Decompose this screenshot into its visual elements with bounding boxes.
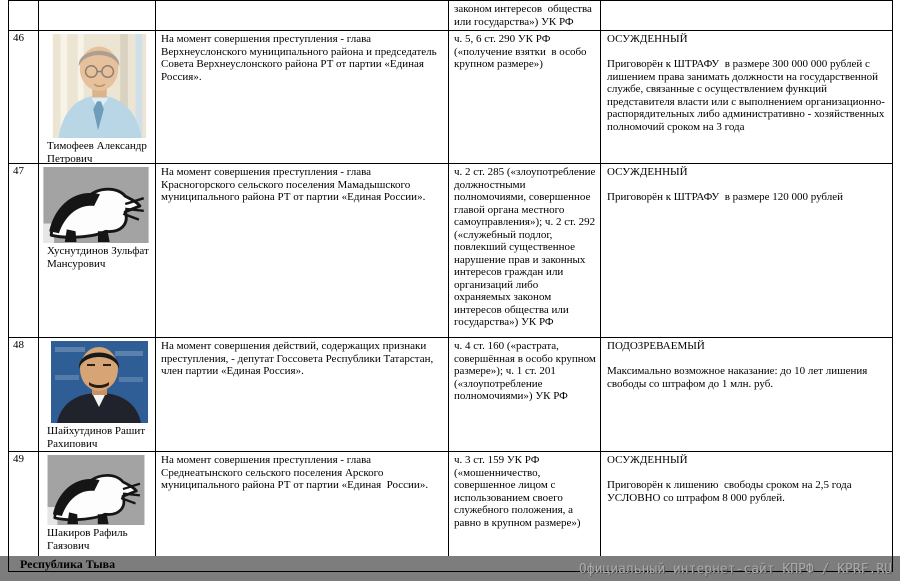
- row-number: 47: [8, 164, 38, 337]
- table-row: [8, 452, 892, 557]
- row-number-cell: [8, 1, 38, 30]
- status-label: ОСУЖДЕННЫЙ: [607, 33, 688, 45]
- photo-cell: [38, 1, 155, 30]
- status-cell: [600, 164, 893, 337]
- photo-cell: [38, 338, 155, 451]
- row-number: 46: [8, 31, 38, 163]
- article-text: ч. 3 ст. 159 УК РФ («мошенничество, совершенное лицом с использованием своего служебного положения, а равно в крупном размере»): [448, 452, 600, 556]
- status-cell: [600, 1, 893, 30]
- article-text: ч. 2 ст. 285 («злоупотребление должностными полномочиями, совершенное главой органа местного самоуправления»); ч. 2 ст. 292 («служебный подлог, повлекший существенное нарушение прав и законных интересов граждан или организаций либо охраняемых законом интересов общества или государства») УК РФ: [448, 164, 600, 337]
- table-border-left: [8, 556, 9, 572]
- footer-bar: [0, 556, 900, 581]
- section-header-tyva: Республика Тыва: [20, 557, 116, 571]
- verdict-text: Приговорён к ШТРАФУ в размере 120 000 рублей: [607, 191, 844, 203]
- officials-table: [8, 0, 893, 557]
- person-photo: [51, 341, 148, 423]
- status-cell: [600, 338, 893, 451]
- united-russia-bear-logo: [42, 167, 150, 243]
- status-label: ОСУЖДЕННЫЙ: [607, 166, 688, 178]
- table-border-right: [892, 556, 893, 572]
- status-label: ПОДОЗРЕВАЕМЫЙ: [607, 340, 705, 352]
- status-label: ОСУЖДЕННЫЙ: [607, 454, 688, 466]
- table-row: [8, 31, 892, 164]
- table-row: [8, 338, 892, 452]
- person-name: Шайхутдинов Рашит Рахипович: [47, 425, 146, 450]
- row-number: 49: [8, 452, 38, 556]
- person-photo: [51, 34, 148, 138]
- article-cell: законом интересов общества или государства») УК РФ: [448, 1, 600, 30]
- article-text: ч. 4 ст. 160 («растрата, совершённая в особо крупном размере»); ч. 1 ст. 201 («злоупотребление полномочиями») УК РФ: [448, 338, 600, 451]
- position-text: На момент совершения преступления - глава Среднеатынского сельского поселения Арского муниципального района РТ от партии «Единая России».: [155, 452, 448, 556]
- position-text: На момент совершения действий, содержащих признаки преступления, - депутат Госсовета Республики Татарстан, член партии «Единая Россия».: [155, 338, 448, 451]
- row-number: 48: [8, 338, 38, 451]
- photo-cell: [38, 31, 155, 163]
- united-russia-bear-logo: [42, 455, 150, 525]
- person-name: Тимофеев Александр Петрович: [47, 140, 147, 163]
- position-cell: [155, 1, 448, 30]
- person-name: Хуснутдинов Зульфат Мансурович: [47, 245, 149, 270]
- person-name: Шакиров Рафиль Гаязович: [47, 527, 128, 552]
- verdict-text: Приговорён к ШТРАФУ в размере 300 000 000 рублей с лишением права занимать должности на государственной службе, связанные с осуществлением функций представителя власти или с выполнением организационно-распорядительных либо административно - хозяйственных полномочий сроком на 3 года: [607, 58, 888, 133]
- verdict-text: Максимально возможное наказание: до 10 лет лишения свободы со штрафом до 1 млн. руб.: [607, 365, 871, 390]
- photo-cell: [38, 452, 155, 556]
- status-cell: [600, 31, 893, 163]
- article-text: ч. 5, 6 ст. 290 УК РФ («получение взятки в особо крупном размере»): [448, 31, 600, 163]
- photo-cell: [38, 164, 155, 337]
- position-text: На момент совершения преступления - глава Верхнеуслонского муниципального района и председатель Совета Верхнеуслонского района РТ от партии «Единая Россия».: [155, 31, 448, 163]
- watermark-text: Официальный интернет-сайт КПРФ / KPRF.RU: [578, 562, 892, 577]
- position-text: На момент совершения преступления - глава Красногорского сельского поселения Мамадышского муниципального района РТ от партии «Единая России».: [155, 164, 448, 337]
- status-cell: [600, 452, 893, 556]
- verdict-text: Приговорён к лишению свободы сроком на 2,5 года УСЛОВНО со штрафом 8 000 рублей.: [607, 479, 855, 504]
- table-row: [8, 164, 892, 338]
- table-row-partial: [8, 1, 892, 31]
